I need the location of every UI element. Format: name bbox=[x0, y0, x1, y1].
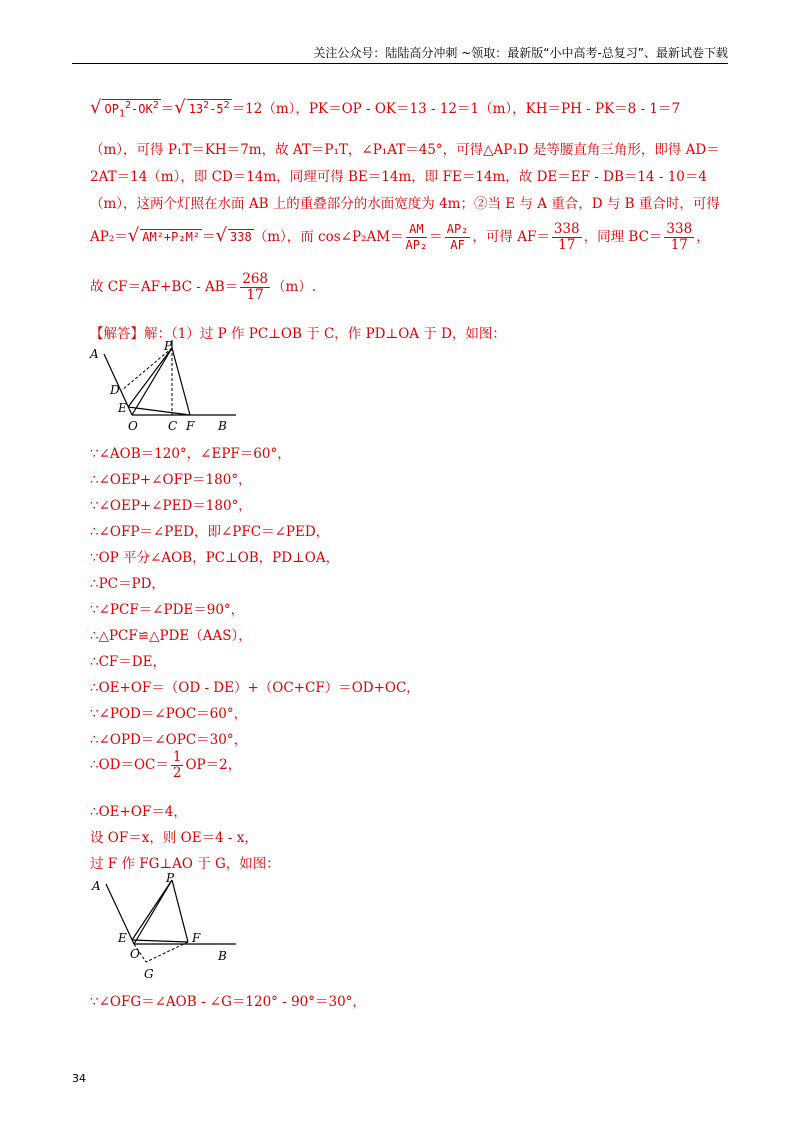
page-header: 关注公众号：陆陆高分冲刺 ~领取：最新版“小中高考-总复习”、最新试卷下载 bbox=[313, 46, 728, 60]
step-15: 设 OF＝x，则 OE＝4 - x， bbox=[90, 830, 258, 846]
label-F: F bbox=[186, 419, 195, 433]
solution-line-1: √ $OP_1^2-OK^2$ ＝√ $13^2-5^2 =12(m)$，PK＝OP - OK＝13 - 12＝1（m），KH＝PH - PK＝8 - 1＝7 bbox=[90, 97, 681, 120]
page-number: 34 bbox=[72, 1072, 86, 1085]
label-E: E bbox=[118, 401, 127, 415]
label-A: A bbox=[90, 347, 99, 361]
label-G: G bbox=[144, 967, 154, 981]
label-O: O bbox=[130, 947, 140, 961]
step-10: ∴OE+OF＝（OD - DE）+（OC+CF）＝OD+OC， bbox=[90, 680, 420, 696]
step-4: ∴∠OFP＝∠PED，即∠PFC＝∠PED， bbox=[90, 524, 330, 540]
solution-line-4: （m），这两个灯照在水面 AB 上的重叠部分的水面宽度为 4m；②当 E 与 A 重合，D 与 B 重合时，可得 bbox=[90, 196, 720, 212]
answer-intro: 【解答】解：（1）过 P 作 PC⊥OB 于 C，作 PD⊥OA 于 D，如图： bbox=[90, 326, 506, 342]
step-16: 过 F 作 FG⊥AO 于 G，如图： bbox=[90, 856, 280, 872]
geometry-diagram-1 bbox=[88, 340, 248, 436]
label-B: B bbox=[218, 949, 227, 963]
solution-line-5: AP₂＝√ AM²+P₂M² ＝√ 338 （m），而 cos∠P₂AM＝ $\frac{AM}{\text{AP₂}}$ ＝ $\frac{\text{AP₂}}{AF}$ ，可得 AF＝ $\frac{338}{17}$ ，同理 BC＝ $\frac{338}{17}$ ， bbox=[90, 221, 710, 253]
step-6: ∴PC＝PD， bbox=[90, 576, 165, 592]
step-17: ∵∠OFG＝∠AOB - ∠G＝120° - 90°＝30°， bbox=[90, 994, 366, 1010]
solution-line-3: 2AT＝14（m），即 CD＝14m，同理可得 BE＝14m，即 FE＝14m，故 DE＝EF - DB＝14 - 10＝4 bbox=[90, 169, 707, 185]
label-C: C bbox=[168, 419, 178, 433]
solution-line-2: （m），可得 P₁T＝KH＝7m，故 AT＝P₁T，∠P₁AT＝45°，可得△AP₁D 是等腰直角三角形，即得 AD＝ bbox=[90, 142, 720, 158]
step-14: ∴OE+OF＝4， bbox=[90, 804, 187, 820]
step-11: ∵∠POD＝∠POC＝60°， bbox=[90, 706, 248, 722]
label-D: D bbox=[110, 383, 120, 397]
step-3: ∵∠OEP+∠PED＝180°， bbox=[90, 498, 252, 514]
label-A: A bbox=[92, 879, 101, 893]
label-F: F bbox=[192, 931, 201, 945]
geometry-diagram-2 bbox=[88, 872, 248, 982]
step-7: ∵∠PCF＝∠PDE＝90°， bbox=[90, 602, 245, 618]
header-divider bbox=[72, 63, 728, 64]
step-1: ∵∠AOB＝120°，∠EPF＝60°， bbox=[90, 446, 291, 462]
step-2: ∴∠OEP+∠OFP＝180°， bbox=[90, 472, 252, 488]
label-B: B bbox=[218, 419, 227, 433]
label-P: P bbox=[166, 872, 175, 885]
label-E: E bbox=[118, 931, 127, 945]
step-8: ∴△PCF≌△PDE（AAS）， bbox=[90, 628, 252, 644]
step-5: ∵OP 平分∠AOB，PC⊥OB，PD⊥OA， bbox=[90, 550, 340, 566]
label-O: O bbox=[128, 419, 138, 433]
solution-line-6: 故 CF＝AF+BC - AB＝ $\frac{268}{17}$ （m）. bbox=[90, 271, 317, 303]
step-13-fraction: ∴OD＝OC＝ $\frac{1}{2}$ OP＝2， bbox=[90, 749, 242, 781]
step-9: ∴CF＝DE， bbox=[90, 654, 166, 670]
step-12: ∴∠OPD＝∠OPC＝30°， bbox=[90, 732, 248, 748]
label-P: P bbox=[164, 340, 173, 353]
